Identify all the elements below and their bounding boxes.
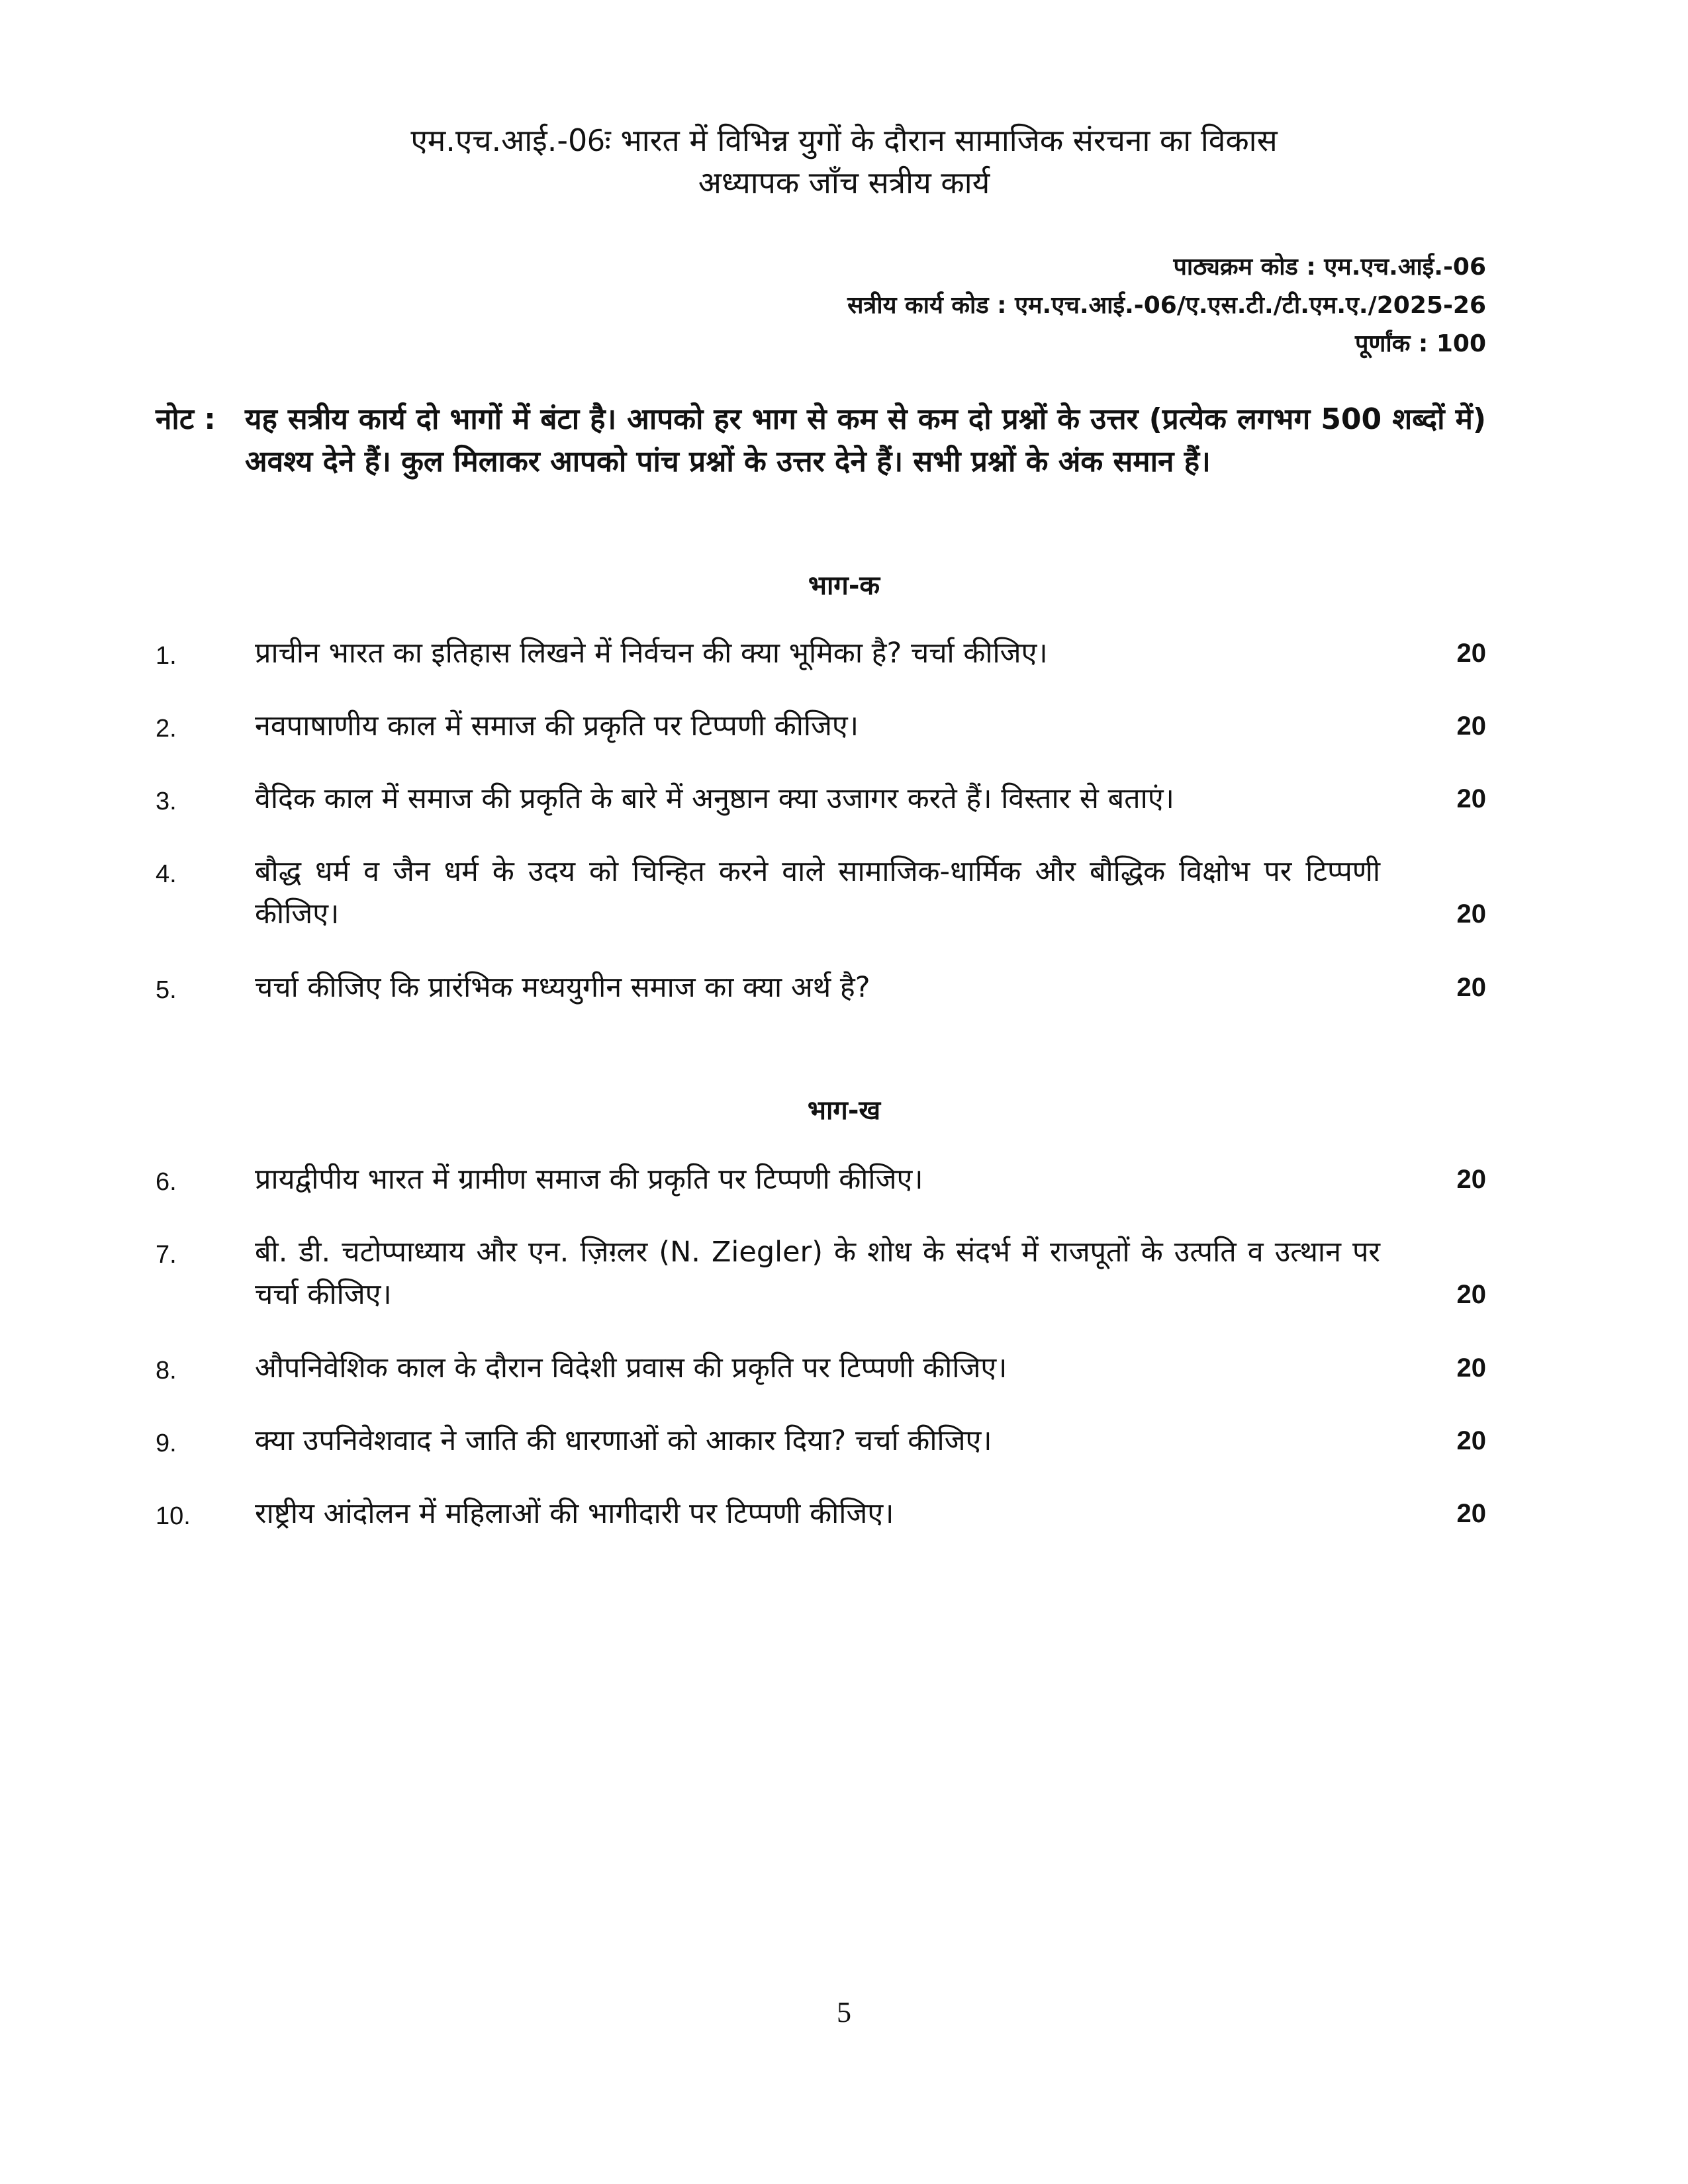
question-marks: 20 [1456, 899, 1486, 929]
question-text: राष्ट्रीय आंदोलन में महिलाओं की भागीदारी पर टिप्पणी कीजिए। [255, 1497, 894, 1530]
question-5 [156, 966, 1486, 1009]
question-number: 7. [156, 1241, 177, 1269]
page-number: 5 [837, 1996, 851, 2028]
question-text: चर्चा कीजिए कि प्रारंभिक मध्ययुगीन समाज का क्या अर्थ है? [255, 971, 870, 1004]
max-marks: पूर्णांक : 100 [1354, 330, 1486, 357]
question-marks: 20 [1456, 784, 1486, 813]
question-text: बौद्ध धर्म व जैन धर्म के उदय को चिन्हित करने वाले सामाजिक-धार्मिक और बौद्धिक विक्षोभ पर टिप्पणी कीजिए। [255, 855, 1380, 931]
question-text: प्राचीन भारत का इतिहास लिखने में निर्वचन की क्या भूमिका है? चर्चा कीजिए। [255, 637, 1048, 670]
page-title: एम.एच.आई.-06ः भारत में विभिन्न युगों के दौरान सामाजिक संरचना का विकास [410, 122, 1278, 158]
note-text: यह सत्रीय कार्य दो भागों में बंटा है। आपको हर भाग से कम से कम दो प्रश्नों के उत्तर (प्रत्येक लगभग 500 शब्दों में) अवश्य देने हैं। कुल मिलाकर आपको पांच प्रश्नों के उत्तर देने हैं। सभी प्रश्नों के अंक समान हैं। [245, 402, 1486, 478]
question-number: 9. [156, 1430, 177, 1457]
question-2 [156, 705, 1486, 747]
page-subtitle: अध्यापक जाँच सत्रीय कार्य [698, 165, 990, 201]
question-text: प्रायद्वीपीय भारत में ग्रामीण समाज की प्रकृति पर टिप्पणी कीजिए। [255, 1163, 923, 1196]
question-marks: 20 [1456, 973, 1486, 1002]
question-number: 10. [156, 1502, 191, 1530]
note-label: नोट : [156, 402, 216, 436]
question-6 [156, 1158, 1486, 1201]
question-marks: 20 [1456, 1280, 1486, 1309]
course-meta [847, 248, 1486, 363]
question-text: वैदिक काल में समाज की प्रकृति के बारे में अनुष्ठान क्या उजागर करते हैं। विस्तार से बताएं। [255, 782, 1174, 815]
question-text: बी. डी. चटोप्पाध्याय और एन. ज़िग़्लर (N. Ziegler) के शोध के संदर्भ में राजपूतों के उत्पति व उत्थान पर चर्चा कीजिए। [255, 1236, 1380, 1311]
question-marks: 20 [1456, 1353, 1486, 1383]
question-number: 8. [156, 1357, 177, 1385]
question-marks: 20 [1456, 1426, 1486, 1455]
section-heading-a: भाग-क [808, 570, 880, 601]
question-3 [156, 778, 1486, 820]
question-marks: 20 [1456, 1499, 1486, 1528]
question-number: 2. [156, 715, 177, 743]
question-text: नवपाषाणीय काल में समाज की प्रकृति पर टिप्पणी कीजिए। [255, 709, 859, 743]
question-10 [156, 1492, 1486, 1535]
question-1 [156, 632, 1486, 674]
assignment-code: सत्रीय कार्य कोड : एम.एच.आई.-06/ए.एस.टी./टी.एम.ए./2025-26 [847, 292, 1486, 319]
question-number: 3. [156, 788, 177, 815]
question-number: 5. [156, 976, 177, 1004]
question-4 [156, 850, 1486, 935]
title-block [0, 119, 1688, 204]
question-number: 1. [156, 642, 177, 670]
question-marks: 20 [1456, 1165, 1486, 1194]
course-code: पाठ्यक्रम कोड : एम.एच.आई.-06 [1173, 253, 1486, 281]
question-number: 4. [156, 860, 177, 888]
question-marks: 20 [1456, 639, 1486, 668]
question-8 [156, 1347, 1486, 1389]
question-9 [156, 1420, 1486, 1462]
question-7 [156, 1231, 1486, 1316]
note-block [156, 398, 1486, 483]
question-marks: 20 [1456, 711, 1486, 741]
question-number: 6. [156, 1168, 177, 1196]
question-text: औपनिवेशिक काल के दौरान विदेशी प्रवास की प्रकृति पर टिप्पणी कीजिए। [255, 1351, 1008, 1385]
section-heading-b: भाग-ख [807, 1095, 881, 1126]
question-text: क्या उपनिवेशवाद ने जाति की धारणाओं को आकार दिया? चर्चा कीजिए। [255, 1424, 992, 1457]
